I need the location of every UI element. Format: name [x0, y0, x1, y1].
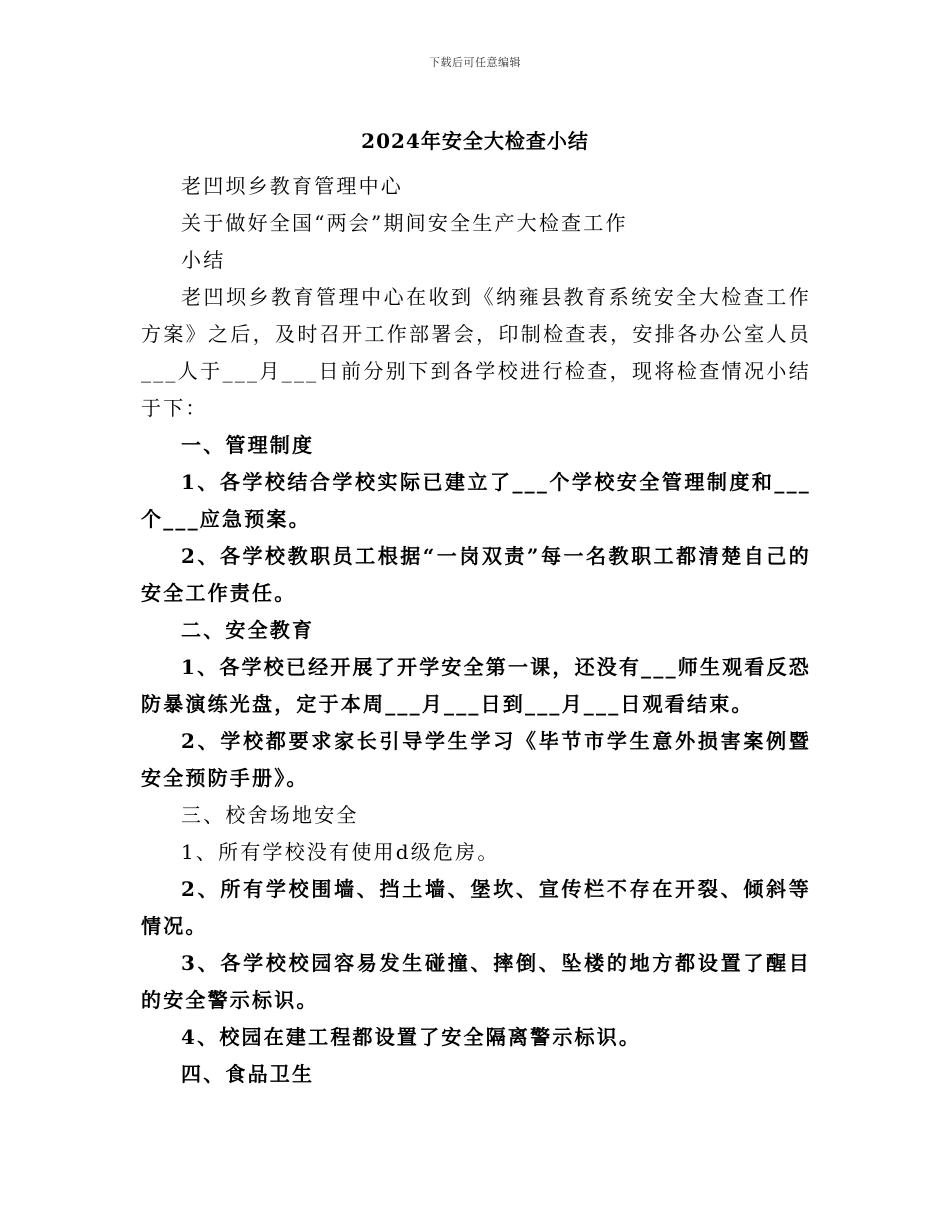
paragraph-campus-2: 2、所有学校围墙、挡土墙、堡坎、宣传栏不存在开裂、倾斜等情况。 [141, 877, 811, 938]
section-heading-management: 一、管理制度 [181, 433, 315, 457]
paragraph-education-1: 1、各学校已经开展了开学安全第一课，还没有___师生观看反恐防暴演练光盘，定于本周___月___日到___月___日观看结束。 [141, 655, 811, 716]
paragraph-intro: 老凹坝乡教育管理中心在收到《纳雍县教育系统安全大检查工作方案》之后，及时召开工作部署会，印制检查表，安排各办公室人员___人于___月___日前分别下到各学校进行检查，现将检查情况小结于下： [141, 285, 811, 420]
paragraph-subject-cont: 小结 [181, 248, 226, 272]
paragraph-management-1: 1、各学校结合学校实际已建立了___个学校安全管理制度和___个___应急预案。 [141, 470, 811, 531]
paragraph-education-2: 2、学校都要求家长引导学生学习《毕节市学生意外损害案例暨安全预防手册》。 [141, 729, 811, 790]
document-title: 2024年安全大检查小结 [361, 129, 589, 153]
paragraph-campus-4: 4、校园在建工程都设置了安全隔离警示标识。 [181, 1025, 642, 1049]
section-heading-education: 二、安全教育 [181, 618, 315, 642]
section-heading-campus-safety: 三、校舍场地安全 [181, 803, 359, 827]
paragraph-management-2: 2、各学校教职员工根据“一岗双责”每一名教职工都清楚自己的安全工作责任。 [141, 544, 811, 605]
paragraph-campus-1: 1、所有学校没有使用d级危房。 [181, 840, 500, 864]
paragraph-subject: 关于做好全国“两会”期间安全生产大检查工作 [181, 211, 628, 235]
section-heading-food-hygiene: 四、食品卫生 [181, 1062, 315, 1086]
page-header-note: 下载后可任意编辑 [429, 56, 521, 69]
document-body [141, 168, 811, 1093]
paragraph-campus-3: 3、各学校校园容易发生碰撞、摔倒、坠楼的地方都设置了醒目的安全警示标识。 [141, 951, 811, 1012]
paragraph-organization: 老凹坝乡教育管理中心 [181, 174, 403, 198]
